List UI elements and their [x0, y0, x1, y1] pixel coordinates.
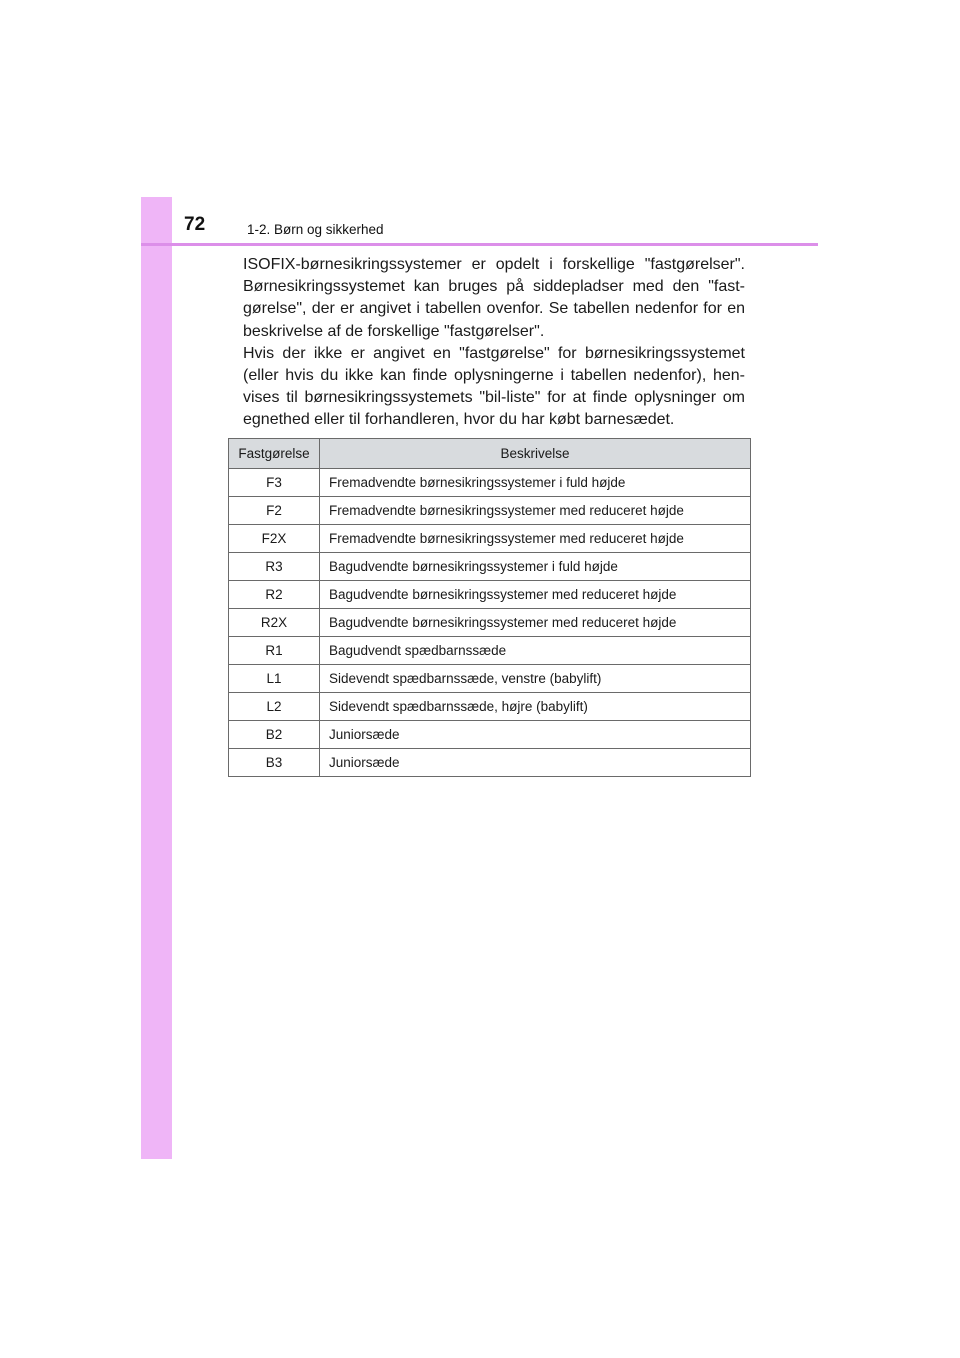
side-color-band: [141, 197, 172, 1159]
row-code: B3: [229, 749, 320, 777]
row-description: Juniorsæde: [320, 721, 751, 749]
row-description: Bagudvendte børnesikringssystemer med reduceret højde: [320, 609, 751, 637]
header-rule: [141, 243, 818, 246]
table-row: [229, 749, 751, 777]
row-description: Fremadvendte børnesikringssystemer med reduceret højde: [320, 525, 751, 553]
row-code: R1: [229, 637, 320, 665]
row-code: L2: [229, 693, 320, 721]
body-text: [243, 254, 745, 432]
row-code: L1: [229, 665, 320, 693]
table-row: [229, 665, 751, 693]
fastgorelse-table: [228, 438, 751, 777]
row-code: R3: [229, 553, 320, 581]
paragraph-1: ISOFIX-børnesikringssystemer er opdelt i forskellige "fastgørelser". Børnesikringssystemet kan bruges på siddepladser med den "fast-gørelse", der er angivet i tabellen ovenfor. Se tabellen nedenfor for en beskrivelse af de forskellige "fastgørelser".: [243, 256, 745, 340]
table-row: [229, 693, 751, 721]
table-row: [229, 637, 751, 665]
column-header-fastgorelse: Fastgørelse: [229, 439, 320, 469]
row-code: F2: [229, 497, 320, 525]
row-code: F3: [229, 469, 320, 497]
row-description: Sidevendt spædbarnssæde, højre (babylift): [320, 693, 751, 721]
paragraph-2: Hvis der ikke er angivet en "fastgørelse" for børnesikringssystemet (eller hvis du ikke kan finde oplysningerne i tabellen nedenfor), hen-vises til børnesikringssystemets "bil-liste" for at finde oplysninger om egnethed eller til forhandleren, hvor du har købt barnesædet.: [243, 344, 745, 429]
row-code: F2X: [229, 525, 320, 553]
fastgorelse-table-wrap: [228, 438, 750, 777]
row-description: Bagudvendte børnesikringssystemer i fuld højde: [320, 553, 751, 581]
page-number: 72: [184, 214, 206, 235]
row-description: Sidevendt spædbarnssæde, venstre (babylift): [320, 665, 751, 693]
row-description: Bagudvendt spædbarnssæde: [320, 637, 751, 665]
table-row: [229, 721, 751, 749]
table-row: [229, 469, 751, 497]
row-description: Juniorsæde: [320, 749, 751, 777]
table-row: [229, 497, 751, 525]
row-description: Fremadvendte børnesikringssystemer med reduceret højde: [320, 497, 751, 525]
row-code: R2X: [229, 609, 320, 637]
table-row: [229, 553, 751, 581]
table-header-row: [229, 439, 751, 469]
section-title: 1-2. Børn og sikkerhed: [247, 222, 384, 237]
row-description: Bagudvendte børnesikringssystemer med reduceret højde: [320, 581, 751, 609]
table-row: [229, 525, 751, 553]
row-code: B2: [229, 721, 320, 749]
table-row: [229, 609, 751, 637]
column-header-beskrivelse: Beskrivelse: [320, 439, 751, 469]
table-row: [229, 581, 751, 609]
row-description: Fremadvendte børnesikringssystemer i fuld højde: [320, 469, 751, 497]
row-code: R2: [229, 581, 320, 609]
